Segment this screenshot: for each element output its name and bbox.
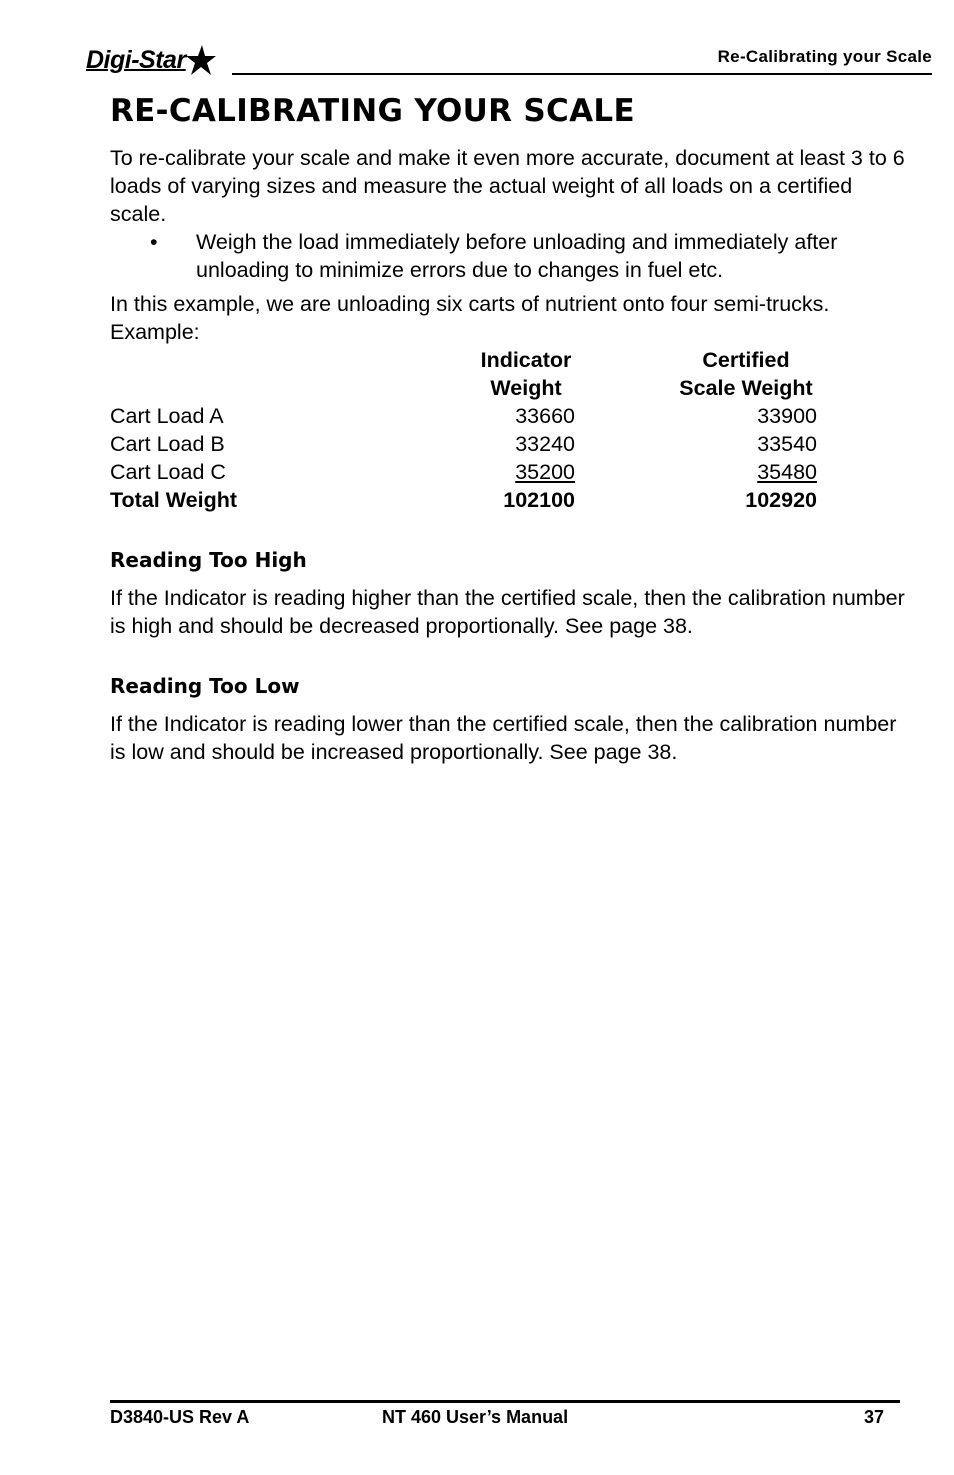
page-header [86, 40, 932, 80]
footer-rule [110, 1400, 900, 1403]
total-row [110, 486, 885, 514]
intro-paragraph: To re-calibrate your scale and make it even more accurate, document at least 3 to 6 loads of varying sizes and measure the actual weight of all loads on a certified scale. [110, 146, 905, 226]
footer-manual-title: NT 460 User’s Manual [382, 1407, 569, 1427]
page-content [110, 92, 910, 766]
certified-header-line2: Scale Weight [679, 376, 813, 400]
total-indicator-value: 102100 [503, 488, 575, 512]
digi-star-logo [86, 44, 216, 75]
certified-value [607, 458, 885, 486]
reading-too-low-text: If the Indicator is reading lower than the certified scale, then the calibration number is low and should be increased proportionally. See page 38. [110, 712, 897, 764]
certified-value: 33900 [757, 404, 817, 428]
table-row [110, 458, 885, 486]
table-row [110, 430, 885, 458]
row-label: Cart Load B [110, 432, 225, 456]
table-header-blank [110, 346, 445, 402]
certified-header-line1: Certified [702, 348, 790, 372]
total-certified-value: 102920 [745, 488, 817, 512]
indicator-value [445, 458, 607, 486]
indicator-header-line2: Weight [490, 376, 562, 400]
section-title: Re-Calibrating your Scale [717, 47, 932, 66]
total-label: Total Weight [110, 488, 237, 512]
row-label: Cart Load A [110, 404, 224, 428]
indicator-value: 33240 [515, 432, 575, 456]
bullet-marker: • [150, 230, 158, 254]
page-title: RE-CALIBRATING YOUR SCALE [110, 93, 635, 129]
bullet-text: Weigh the load immediately before unloading and immediately after unloading to minimize errors due to changes in fuel etc. [196, 230, 838, 282]
reading-too-low-heading: Reading Too Low [110, 674, 300, 698]
example-label: Example: [110, 320, 200, 344]
star-icon [184, 44, 216, 76]
indicator-value-underlined: 35200 [515, 460, 575, 484]
header-rule [232, 73, 932, 75]
reading-too-high-heading: Reading Too High [110, 548, 307, 572]
row-label: Cart Load C [110, 460, 226, 484]
page-number: 37 [864, 1407, 885, 1427]
footer-doc-id: D3840-US Rev A [110, 1407, 250, 1427]
indicator-header-line1: Indicator [480, 348, 572, 372]
table-row [110, 402, 885, 430]
table-header-row [110, 346, 885, 402]
certified-value-underlined: 35480 [757, 460, 817, 484]
reading-too-high-text: If the Indicator is reading higher than the certified scale, then the calibration number is high and should be decreased proportionally. See page 38. [110, 586, 905, 638]
certified-value: 33540 [757, 432, 817, 456]
indicator-weight-header [445, 346, 607, 402]
bullet-item [110, 228, 910, 284]
example-paragraph: In this example, we are unloading six carts of nutrient onto four semi-trucks. [110, 292, 830, 316]
indicator-value: 33660 [515, 404, 575, 428]
logo-text: Digi-Star [86, 46, 186, 74]
weights-table [110, 346, 885, 514]
certified-weight-header [607, 346, 885, 402]
